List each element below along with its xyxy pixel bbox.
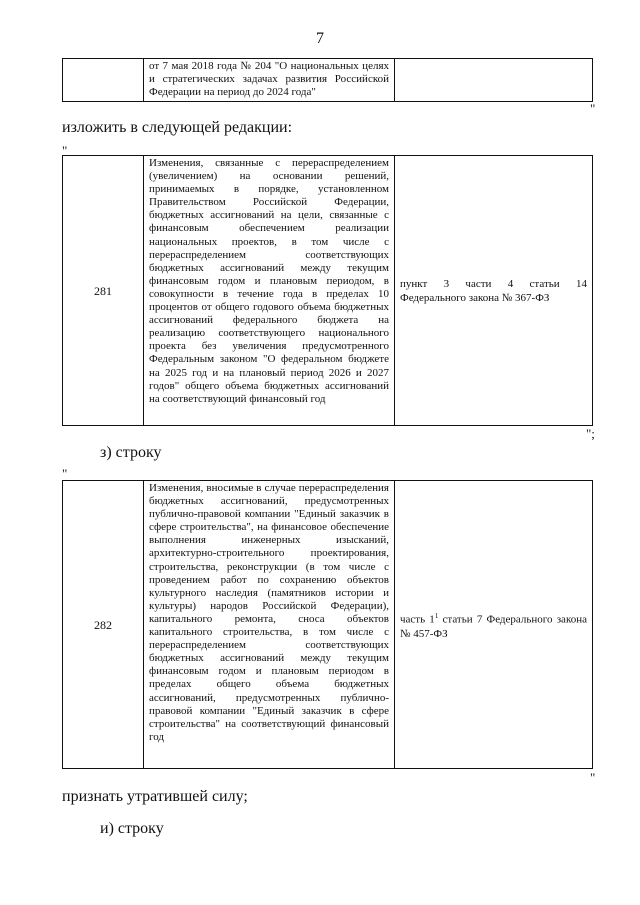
basis-text-start: часть 1: [400, 613, 435, 626]
table-cell-description: от 7 мая 2018 года № 204 "О национальных целях и стратегических задачах развития Российской Федерации на период до 2024 года": [144, 59, 395, 102]
table-cell-number: 282: [63, 481, 144, 769]
table-cell-description: Изменения, вносимые в случае перераспределения бюджетных ассигнований, предусмотренных публично-правовой компании "Единый заказчик в сфере строительства", на финансовое обеспечение выполнения инженерных изысканий, архитектурно-строительного проектирования, строительства, реконструкции (в том числе с проведением работ по сохранению объектов культурного наследия (памятников истории и культуры) народов Российской Федерации), капитального ремонта, сноса объектов капитального строительства, в том числе с перераспределением соответствующих бюджетных ассигнований между текущим финансовым годом и плановым периодом в пределах общего объема бюджетных ассигнований, предусмотренных публично-правовой компании "Единый заказчик в сфере строительства" на соответствующий финансовый год: [144, 481, 395, 769]
basis-superscript: 1: [434, 612, 439, 621]
closing-quote: ": [590, 770, 596, 785]
closing-quote: ";: [586, 426, 595, 441]
paragraph-instruction: изложить в следующей редакции:: [62, 119, 293, 136]
basis-text-end: статьи 7 Федерального закона № 457-ФЗ: [400, 613, 587, 640]
table-cell-number: 281: [63, 156, 144, 426]
page-number: 7: [316, 30, 324, 47]
paragraph-repeal: признать утратившей силу;: [62, 788, 248, 805]
table-cell-number: [63, 59, 144, 102]
paragraph-item-i: и) строку: [100, 820, 164, 837]
table-cell-basis: [395, 481, 593, 769]
paragraph-item-z: з) строку: [100, 444, 162, 461]
table-fragment-top: [62, 58, 593, 102]
table-row-282: [62, 480, 593, 769]
table-cell-description: Изменения, связанные с перераспределением (увеличением) на основании решений, принимаемых в порядке, установленном Правительством Российской Федерации, бюджетных ассигнований на цели, связанные с финансовым обеспечением реализации национальных проектов, в том числе с перераспределением соответствующих бюджетных ассигнований между текущим финансовым годом и плановым периодом, в совокупности в течение года в пределах 10 процентов от общего годового объема бюджетных ассигнований федерального бюджета на реализацию соответствующего национального проекта без увеличения предусмотренного Федеральным законом "О федеральном бюджете на 2025 год и на плановый период 2026 и 2027 годов" общего объема бюджетных ассигнований на соответствующий финансовый год: [144, 156, 395, 426]
table-row-281: [62, 155, 593, 426]
opening-quote: ": [62, 466, 68, 481]
table-cell-basis: [395, 59, 593, 102]
table-cell-basis: пункт 3 части 4 статьи 14 Федерального закона № 367-ФЗ: [395, 156, 593, 426]
opening-quote: ": [62, 143, 68, 158]
closing-quote: ": [590, 101, 596, 116]
table-row: [63, 59, 593, 102]
table-row: [63, 156, 593, 426]
table-row: [63, 481, 593, 769]
